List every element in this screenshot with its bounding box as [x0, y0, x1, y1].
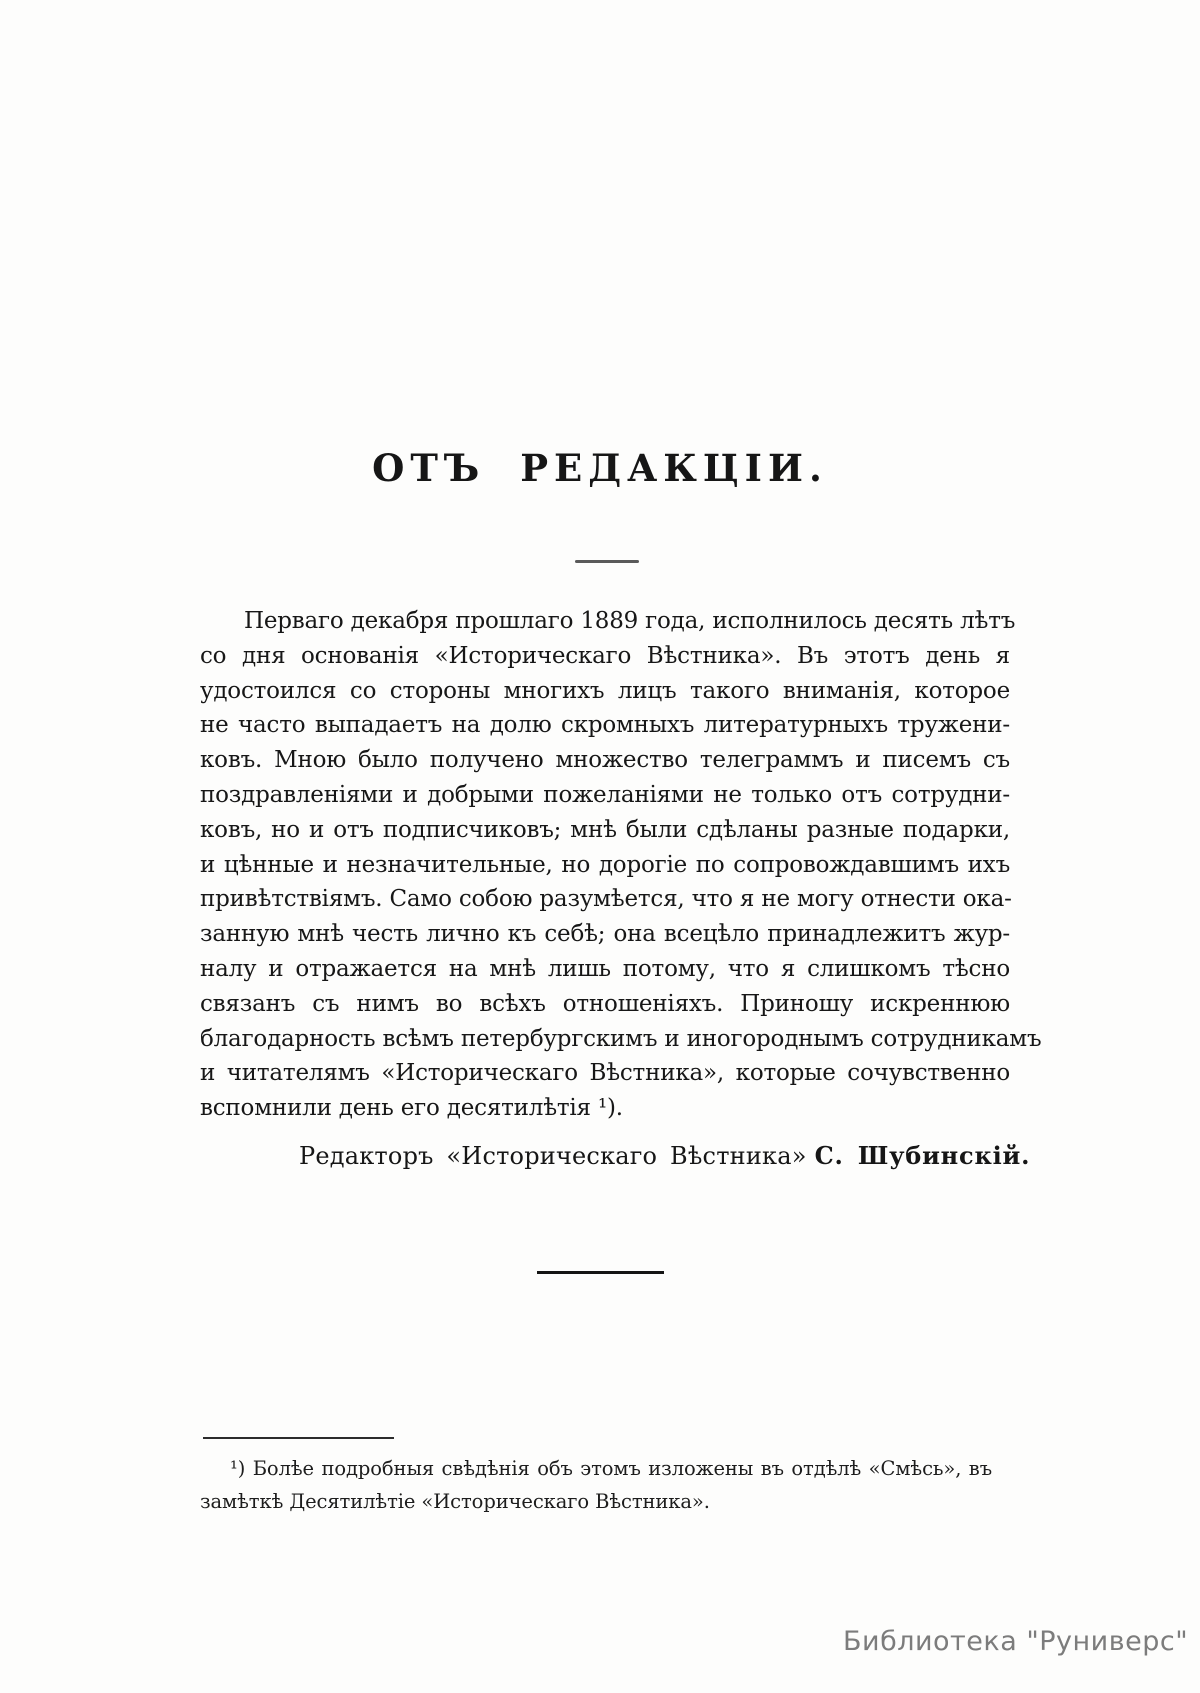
text-line: удостоился со стороны многихъ лицъ такого вниманія, которое [200, 677, 1010, 704]
library-watermark: Библиотека "Руниверс" [843, 1626, 1189, 1657]
text-line: занную мнѣ честь лично къ себѣ; она всецѣло принадлежитъ жур- [200, 921, 1010, 948]
text-line: ковъ, но и отъ подписчиковъ; мнѣ были сдѣланы разные подарки, [200, 816, 1010, 843]
title-divider [575, 560, 639, 563]
footnote-line: ¹) Болѣе подробныя свѣдѣнія объ этомъ изложены въ отдѣлѣ «Смѣсь», въ [230, 1457, 992, 1480]
text-line: вспомнили день его десятилѣтія ¹). [200, 1095, 623, 1122]
text-line: и читателямъ «Историческаго Вѣстника», которые сочувственно [200, 1060, 1010, 1087]
footnote-divider [203, 1437, 394, 1439]
signature-name: С. Шубинскій. [814, 1141, 1031, 1170]
editor-signature [299, 1141, 1030, 1170]
text-line: и цѣнные и незначительные, но дорогіе по сопровождавшимъ ихъ [200, 851, 1010, 878]
text-line: поздравленіями и добрыми пожеланіями не только отъ сотрудни- [200, 781, 1010, 808]
text-line: налу и отражается на мнѣ лишь потому, что я слишкомъ тѣсно [200, 955, 1010, 982]
text-line: благодарность всѣмъ петербургскимъ и иногороднымъ сотрудникамъ [200, 1025, 1042, 1052]
text-line: не часто выпадаетъ на долю скромныхъ литературныхъ тружени- [200, 712, 1010, 739]
footnote [200, 1452, 992, 1518]
page-title: ОТЪ РЕДАКЦІИ. [372, 446, 828, 490]
editorial-paragraph [200, 604, 1042, 1126]
text-line: ковъ. Мною было получено множество телеграммъ и писемъ съ [200, 747, 1010, 774]
signature-role: Редакторъ «Историческаго Вѣстника» [299, 1142, 807, 1170]
text-line: со дня основанія «Историческаго Вѣстника». Въ этотъ день я [200, 642, 1010, 669]
text-line: привѣтствіямъ. Само собою разумѣется, что я не могу отнести ока- [200, 886, 1012, 913]
text-line: Перваго декабря прошлаго 1889 года, исполнилось десять лѣтъ [244, 608, 1016, 634]
text-line: связанъ съ нимъ во всѣхъ отношеніяхъ. Приношу искреннюю [200, 990, 1010, 1017]
section-end-divider [537, 1271, 664, 1274]
footnote-line: замѣткѣ Десятилѣтіе «Историческаго Вѣстника». [200, 1490, 710, 1513]
